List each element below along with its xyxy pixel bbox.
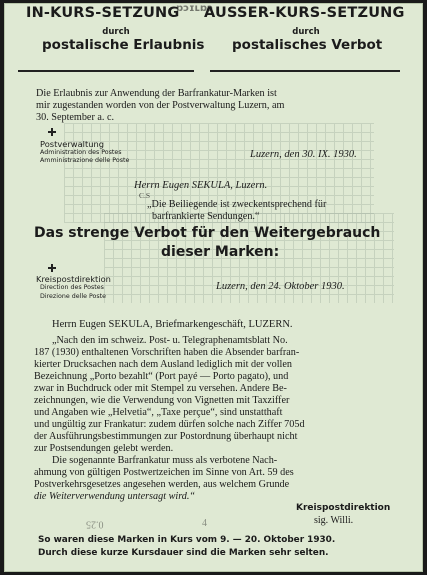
intro-line-2: mir zugestanden worden von der Postverwaltung Luzern, am bbox=[36, 100, 285, 111]
section1-date: Luzern, den 30. IX. 1930. bbox=[250, 149, 357, 160]
body-line-13: Postverkehrsgesetzes angesehen werden, aus welchem Grunde bbox=[34, 479, 290, 490]
intro-line-1: Die Erlaubnis zur Anwendung der Barfrankatur-Marken ist bbox=[36, 88, 277, 99]
bleed-mark-left: 0.25 bbox=[86, 518, 104, 530]
headline-line-1: Das strenge Verbot für den Weitergebrauch bbox=[34, 225, 381, 241]
header-left-title: IN-KURS-SETZUNG bbox=[26, 5, 180, 21]
header-rule-left bbox=[18, 70, 194, 72]
body-line-10: zur Postsendungen gelebt werden. bbox=[34, 443, 174, 454]
office-1-line-1: Postverwaltung bbox=[40, 139, 104, 149]
bleed-mark-mid: 4 bbox=[202, 518, 207, 529]
office-1-line-2: Administration des Postes bbox=[40, 149, 122, 156]
body-line-4: Bezeichnung „Porto bezahlt“ (Port payé — Porto pagato), und bbox=[34, 371, 289, 382]
header-rule-right bbox=[210, 70, 400, 72]
office-2-line-1: Kreispostdirektion bbox=[36, 274, 111, 284]
body-line-5: zwar in Buchdruck oder mit Stempel zu versehen. Andere Be- bbox=[34, 383, 287, 394]
quote-line-1: „Die Beiliegende ist zweckentsprechend für bbox=[147, 199, 327, 210]
body-line-3: kierter Drucksachen nach dem Ausland lediglich mit der vollen bbox=[34, 359, 292, 370]
margin-mark: C.S bbox=[139, 191, 151, 200]
office-2-line-2: Direction des Postes bbox=[40, 284, 104, 291]
footer-line-2: Durch diese kurze Kursdauer sind die Marken sehr selten. bbox=[38, 548, 329, 558]
body-line-8: und ungültig zur Frankatur: zudem dürfen solche nach Ziffer 705d bbox=[34, 419, 305, 430]
section2-addressee: Herrn Eugen SEKULA, Briefmarkengeschäft, LUZERN. bbox=[52, 319, 293, 330]
swiss-cross-icon bbox=[48, 264, 56, 272]
document-card bbox=[4, 3, 423, 572]
body-line-6: zeichnungen, wie die Verwendung von Vignetten mit Taxziffer bbox=[34, 395, 290, 406]
intro-line-3: 30. September a. c. bbox=[36, 112, 115, 123]
section2-date: Luzern, den 24. Oktober 1930. bbox=[216, 281, 345, 292]
header-left-by: durch bbox=[102, 27, 130, 37]
mirror-mark: ɒɔɪʟɒɔ bbox=[176, 3, 214, 14]
header-right-by: durch bbox=[292, 27, 320, 37]
body-line-9: der Ausführungsbestimmungen zur Postordnung überhaupt nicht bbox=[34, 431, 298, 442]
headline-line-2: dieser Marken: bbox=[161, 244, 280, 260]
office-1-line-3: Amministrazione delle Poste bbox=[40, 157, 130, 164]
body-line-14: die Weiterverwendung untersagt wird.“ bbox=[34, 491, 196, 502]
header-right-title: AUSSER-KURS-SETZUNG bbox=[204, 5, 405, 21]
body-line-7: und Angaben wie „Helvetia“, „Taxe perçue“, sind unstatthaft bbox=[34, 407, 283, 418]
body-line-2: 187 (1930) enthaltenen Vorschriften haben die Absender barfran- bbox=[34, 347, 300, 358]
section1-addressee: Herrn Eugen SEKULA, Luzern. bbox=[134, 180, 268, 191]
footer-line-1: So waren diese Marken in Kurs vom 9. — 20. Oktober 1930. bbox=[38, 535, 336, 545]
body-line-1: „Nach den im schweiz. Post- u. Telegraphenamtsblatt No. bbox=[52, 335, 288, 346]
signature-office: Kreispostdirektion bbox=[296, 503, 391, 513]
body-line-12: ahmung von gültigen Postwertzeichen im Sinne von Art. 59 des bbox=[34, 467, 294, 478]
body-line-11: Die sogenannte Barfrankatur muss als verbotene Nach- bbox=[52, 455, 278, 466]
header-right-sub: postalisches Verbot bbox=[232, 37, 383, 53]
swiss-cross-icon bbox=[48, 128, 56, 136]
office-2-line-3: Direzione delle Poste bbox=[40, 293, 106, 300]
signature: sig. Willi. bbox=[314, 515, 354, 526]
header-left-sub: postalische Erlaubnis bbox=[42, 37, 205, 53]
quote-line-2: barfrankierte Sendungen.“ bbox=[152, 211, 260, 222]
